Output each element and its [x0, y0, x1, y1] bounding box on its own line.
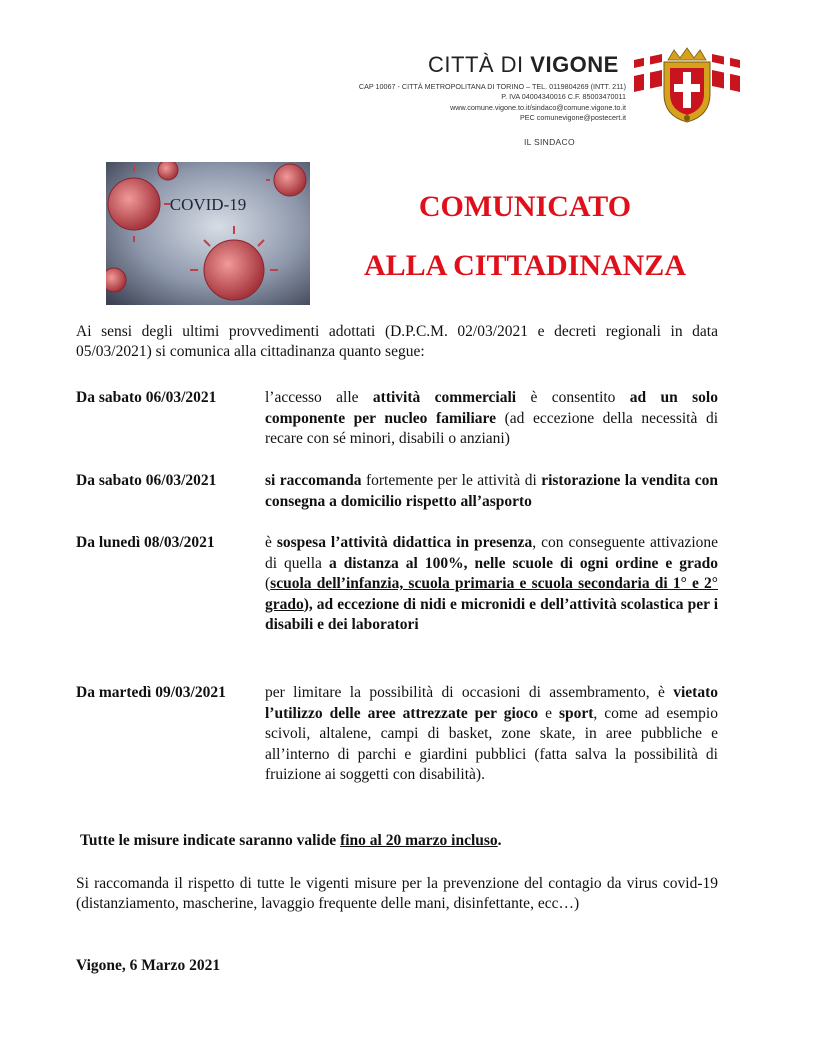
measure-text-segment: ristorazione la vendita con consegna a domicilio rispetto all’asporto [265, 472, 718, 510]
measure-text-segment: a distanza al 100%, nelle scuole di ogni ordine e grado [328, 554, 718, 572]
measure-text-segment: attività commerciali [372, 389, 517, 406]
measure-text-segment: , con conseguente attivazione di quella [265, 534, 719, 572]
intro-paragraph: Ai sensi degli ultimi provvedimenti adottati (D.P.C.M. 02/03/2021 e decreti regionali in data 05/03/2021) si comunica alla cittadinanza quanto segue: [76, 323, 718, 360]
letterhead-line: PEC comunevigone@postecert.it [520, 113, 626, 123]
measure-text-segment: sospesa l’attività didattica in presenza [276, 534, 533, 551]
headline-title: COMUNICATO [418, 190, 632, 223]
validity-post: . [497, 832, 502, 849]
validity-deadline: fino al 20 marzo incluso [340, 832, 498, 849]
measure-text-segment: per limitare la possibilità di occasioni di assembramento, è [265, 684, 674, 701]
closing-paragraph: Si raccomanda il rispetto di tutte le vigenti misure per la prevenzione del contagio da virus covid-19 (distanziamento, mascherine, lavaggio frequente delle mani, disinfettante, ecc…) [76, 875, 718, 912]
measure-date: Da sabato 06/03/2021 [76, 472, 217, 489]
measure-text-segment: vietato l’utilizzo delle aree attrezzate per gioco [265, 684, 718, 722]
signature-line: Vigone, 6 Marzo 2021 [76, 957, 221, 974]
measure-text-segment: scuola dell’infanzia, scuola primaria e scuola secondaria di 1° e 2° grado [265, 575, 718, 613]
measure-text [265, 471, 718, 512]
measure-text-segment: ( [265, 575, 271, 592]
measure-text-segment: sport [558, 704, 594, 722]
validity-note [80, 832, 502, 850]
city-title [428, 52, 628, 78]
letterhead-contacts [300, 82, 626, 124]
measure-text [265, 683, 718, 786]
measure-text-segment: è [265, 534, 277, 551]
measure-text-segment: l’accesso alle [265, 389, 373, 406]
measure-text-segment: è consentito [516, 389, 630, 406]
measure-date: Da sabato 06/03/2021 [76, 389, 217, 406]
mayor-role: IL SINDACO [524, 137, 575, 147]
validity-pre: Tutte le misure indicate saranno valide [80, 832, 341, 849]
headline-subtitle: ALLA CITTADINANZA [363, 249, 686, 282]
measure-text-segment: ad un solo componente per nucleo familiare [265, 389, 718, 427]
measure-text [265, 533, 718, 636]
measure-text-segment: e [538, 704, 559, 722]
measure-text [265, 388, 718, 450]
measure-text-segment: , come ad esempio scivoli, altalene, campi di basket, zone skate, in aree pubbliche e all’interno di parchi e giardini pubblici (fatta salva la possibilità di fruizione ai soggetti con disabilità). [265, 704, 718, 783]
letterhead-line: P. IVA 04004340016 C.F. 85003470011 [501, 92, 626, 102]
measure-date: Da martedì 09/03/2021 [76, 684, 226, 701]
city-name: VIGONE [530, 52, 619, 77]
covid-image [106, 162, 310, 305]
coat-of-arms-icon [632, 46, 742, 124]
letterhead-line: CAP 10067 - CITTÀ METROPOLITANA DI TORINO – TEL. 0119804269 (INTT. 211) [358, 82, 626, 91]
measure-date: Da lunedì 08/03/2021 [76, 534, 215, 551]
virus-illustration [106, 162, 310, 305]
measure-text-segment: (ad eccezione della necessità di recare con sé minori, disabili o anziani) [265, 409, 718, 447]
measure-text-segment: fortemente per le attività di [361, 472, 542, 489]
measure-text-segment: si raccomanda [265, 472, 362, 489]
letterhead-line: www.comune.vigone.to.it/sindaco@comune.vigone.to.it [450, 102, 626, 112]
city-prefix: CITTÀ DI [428, 52, 531, 77]
measure-text-segment: ), ad eccezione di nidi e micronidi e dell’attività scolastica per i disabili e dei laboratori [265, 595, 718, 633]
covid-label: COVID-19 [169, 195, 247, 214]
